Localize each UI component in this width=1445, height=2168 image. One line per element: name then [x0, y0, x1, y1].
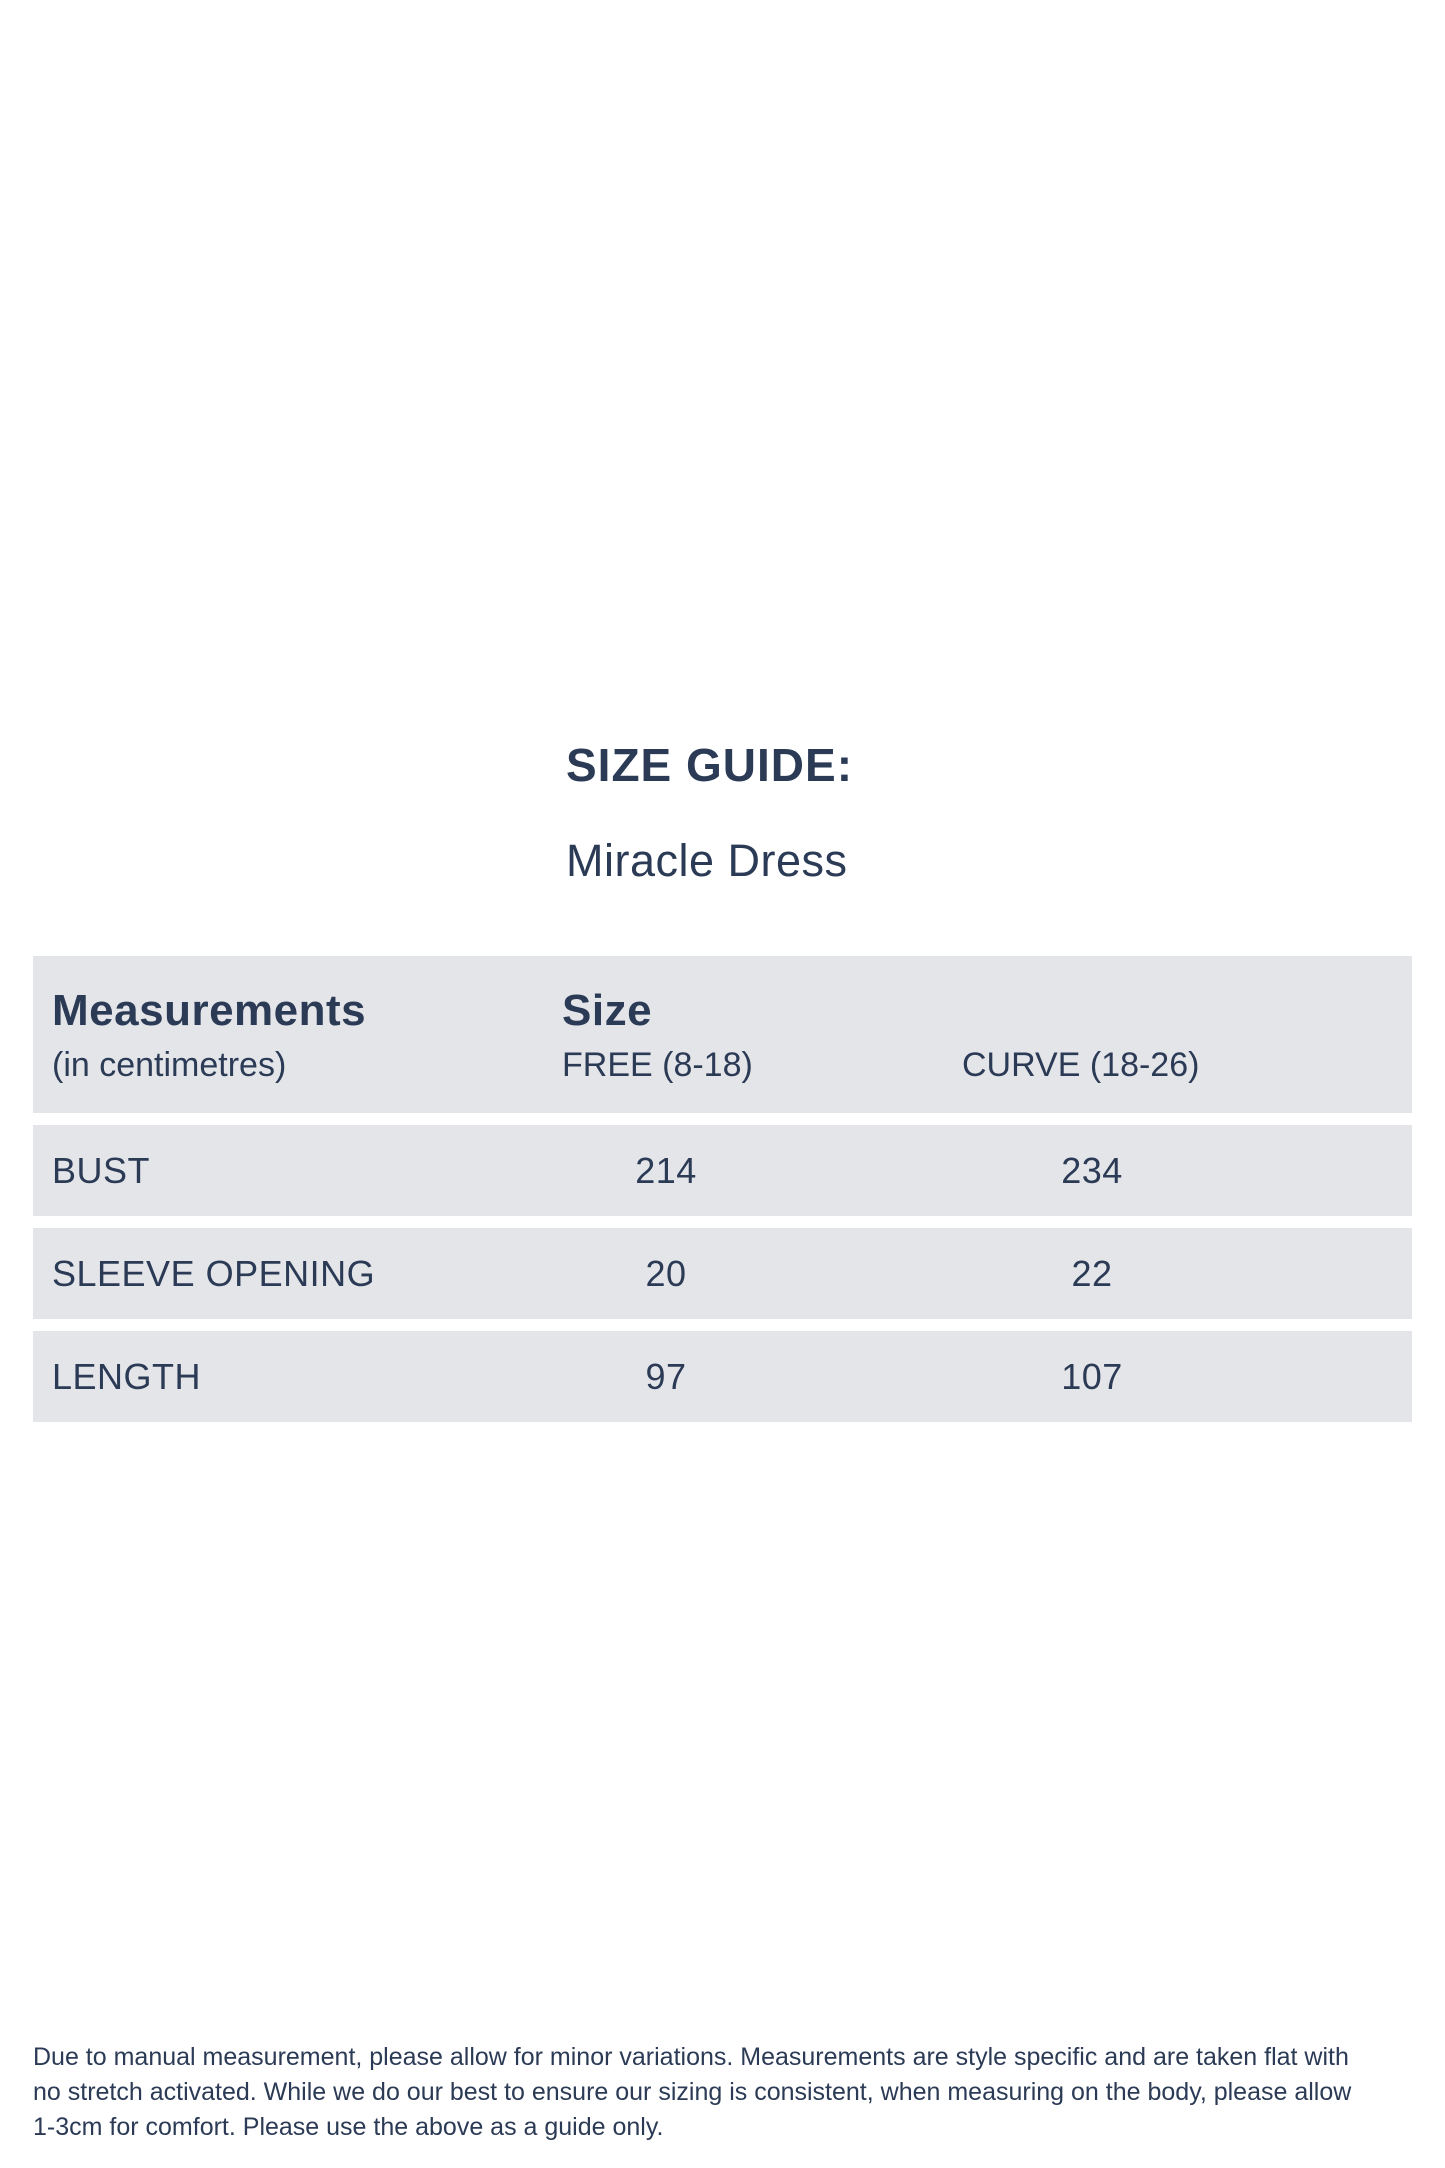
- table-row-bust: [33, 1125, 1412, 1216]
- table-row-sleeve-opening: [33, 1228, 1412, 1319]
- row-label: BUST: [52, 1149, 151, 1191]
- size-table-header: [33, 956, 1412, 1113]
- size-table: [33, 956, 1412, 1434]
- table-row-length: [33, 1331, 1412, 1422]
- row-label: SLEEVE OPENING: [52, 1252, 376, 1294]
- measurements-heading: Measurements: [52, 986, 367, 1035]
- row-label: LENGTH: [52, 1355, 202, 1397]
- column-header-free: FREE (8-18): [562, 1046, 753, 1084]
- row-value-curve: 234: [1061, 1149, 1123, 1191]
- size-heading: Size: [562, 986, 653, 1035]
- disclaimer-text: [33, 2040, 1428, 2145]
- product-name: Miracle Dress: [566, 835, 848, 886]
- disclaimer-line-1: Due to manual measurement, please allow for minor variations. Measurements are style specific and are taken flat with: [33, 2043, 1349, 2071]
- row-value-free: 214: [635, 1149, 697, 1191]
- disclaimer-line-2: no stretch activated. While we do our best to ensure our sizing is consistent, when measuring on the body, please allow: [33, 2078, 1352, 2106]
- row-value-curve: 107: [1061, 1355, 1123, 1397]
- page-title: SIZE GUIDE:: [566, 739, 854, 791]
- row-value-free: 97: [645, 1355, 687, 1397]
- row-value-free: 20: [645, 1252, 687, 1294]
- units-label: (in centimetres): [52, 1046, 287, 1084]
- disclaimer-line-3: 1-3cm for comfort. Please use the above as a guide only.: [33, 2113, 664, 2141]
- column-header-curve: CURVE (18-26): [962, 1046, 1200, 1084]
- row-value-curve: 22: [1071, 1252, 1113, 1294]
